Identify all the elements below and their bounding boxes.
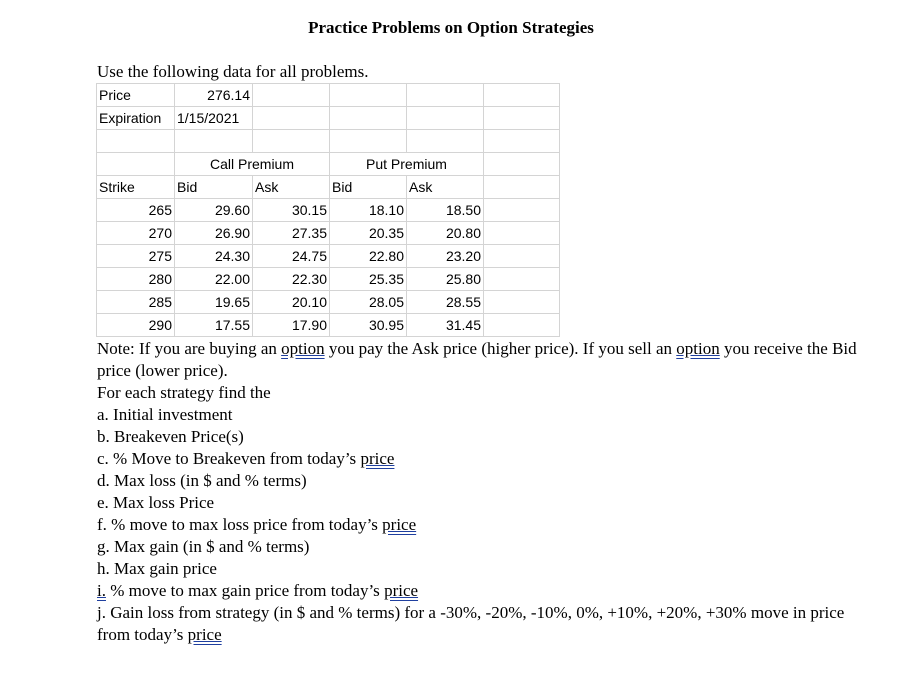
expiration-label: Expiration [97,107,175,130]
item-a: a. Initial investment [97,405,233,424]
item-i: i. % move to max gain price from today’s price [97,581,419,600]
put-ask-cell: 31.45 [407,314,484,337]
strike-header: Strike [97,176,175,199]
put-ask-cell: 28.55 [407,291,484,314]
call-bid-header: Bid [175,176,253,199]
put-ask-cell: 18.50 [407,199,484,222]
strike-cell: 285 [97,291,175,314]
item-f: f. % move to max loss price from today’s price [97,515,417,534]
price-label: Price [97,84,175,107]
put-premium-header: Put Premium [330,153,484,176]
call-ask-cell: 27.35 [253,222,330,245]
call-ask-header: Ask [253,176,330,199]
put-ask-header: Ask [407,176,484,199]
call-bid-cell: 24.30 [175,245,253,268]
strike-cell: 275 [97,245,175,268]
call-ask-cell: 22.30 [253,268,330,291]
spacer-row [97,130,560,153]
call-bid-cell: 22.00 [175,268,253,291]
strike-cell: 265 [97,199,175,222]
call-bid-cell: 29.60 [175,199,253,222]
put-bid-cell: 25.35 [330,268,407,291]
for-each-line: For each strategy find the [97,383,271,402]
price-value: 276.14 [175,84,253,107]
table-row [97,199,560,222]
price-row [97,84,560,107]
strike-cell: 280 [97,268,175,291]
put-bid-cell: 28.05 [330,291,407,314]
call-ask-cell: 20.10 [253,291,330,314]
premium-header-row [97,153,560,176]
expiration-row [97,107,560,130]
item-g: g. Max gain (in $ and % terms) [97,537,310,556]
table-row [97,245,560,268]
instructions [97,338,857,646]
call-bid-cell: 17.55 [175,314,253,337]
put-bid-cell: 30.95 [330,314,407,337]
page-title: Practice Problems on Option Strategies [308,18,594,37]
call-ask-cell: 24.75 [253,245,330,268]
put-ask-cell: 23.20 [407,245,484,268]
option-data-table [96,83,560,337]
table-row [97,291,560,314]
item-h: h. Max gain price [97,559,217,578]
call-bid-cell: 19.65 [175,291,253,314]
call-bid-cell: 26.90 [175,222,253,245]
table-row [97,314,560,337]
call-premium-header: Call Premium [175,153,330,176]
item-c: c. % Move to Breakeven from today’s price [97,449,395,468]
item-e: e. Max loss Price [97,493,215,512]
strike-cell: 270 [97,222,175,245]
column-header-row [97,176,560,199]
put-bid-cell: 20.35 [330,222,407,245]
item-d: d. Max loss (in $ and % terms) [97,471,307,490]
put-bid-cell: 18.10 [330,199,407,222]
expiration-value: 1/15/2021 [175,107,253,130]
strike-cell: 290 [97,314,175,337]
call-ask-cell: 17.90 [253,314,330,337]
intro-text: Use the following data for all problems. [97,62,369,81]
item-b: b. Breakeven Price(s) [97,427,244,446]
table-row [97,268,560,291]
note-paragraph: Note: If you are buying an option you pay the Ask price (higher price). If you sell an option you receive the Bid price (lower price). [97,339,857,380]
call-ask-cell: 30.15 [253,199,330,222]
put-ask-cell: 20.80 [407,222,484,245]
table-row [97,222,560,245]
put-bid-header: Bid [330,176,407,199]
put-bid-cell: 22.80 [330,245,407,268]
put-ask-cell: 25.80 [407,268,484,291]
item-j: j. Gain loss from strategy (in $ and % terms) for a -30%, -20%, -10%, 0%, +10%, +20%, +30% move in price from today’s price [97,603,845,644]
